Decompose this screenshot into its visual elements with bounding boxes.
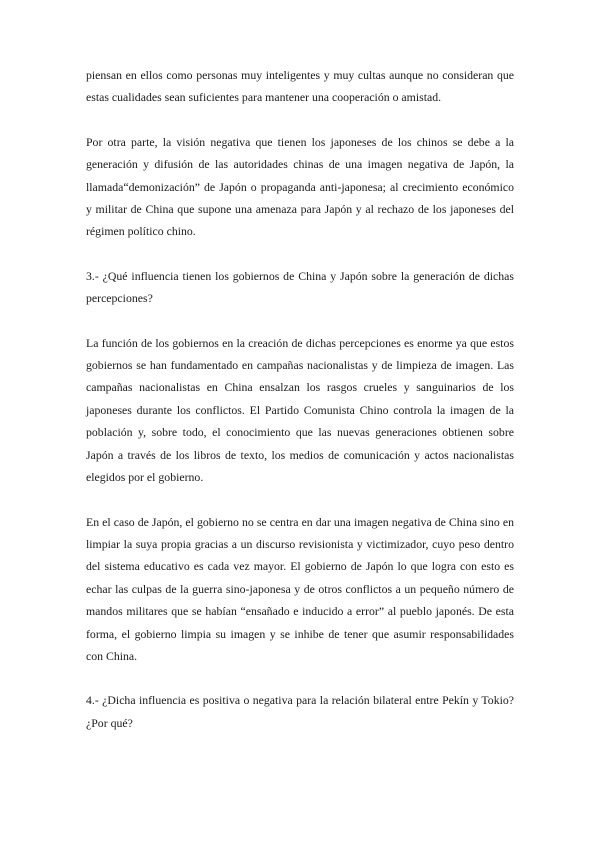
question-3-heading: 3.- ¿Qué influencia tienen los gobiernos de China y Japón sobre la generación de dichas percepciones? [86, 268, 514, 306]
paragraph-japan-case: En el caso de Japón, el gobierno no se centra en dar una imagen negativa de China sino en limpiar la suya propia gracias a un discurso revisionista y victimizador, cuyo peso dentro del sistema educativo es cada vez mayor. El gobierno de Japón lo que logra con esto es echar las culpas de la guerra sino-japonesa y de otros conflictos a un pequeño número de mandos militares que se habían “ensañado e inducido a error” al pueblo japonés. De esta forma, el gobierno limpia su imagen y se inhibe de tener que asumir responsabilidades con China. [86, 514, 514, 663]
paragraph-government-role: La función de los gobiernos en la creación de dichas percepciones es enorme ya que estos gobiernos se han fundamentado en campañas nacionalistas y de limpieza de imagen. Las campañas nacionalistas en China ensalzan los rasgos crueles y sanguinarios de los japoneses durante los conflictos. El Partido Comunista Chino controla la imagen de la población y, sobre todo, el conocimiento que las nuevas generaciones obtienen sobre Japón a través de los libros de texto, los medios de comunicación y actos nacionalistas elegidos por el gobierno. [86, 335, 514, 485]
question-4-heading: 4.- ¿Dicha influencia es positiva o negativa para la relación bilateral entre Pekín y Tokio? ¿Por qué? [86, 693, 514, 730]
document-page [86, 64, 514, 756]
paragraph-continuation: piensan en ellos como personas muy inteligentes y muy cultas aunque no consideran que estas cualidades sean suficientes para mantener una cooperación o amistad. [86, 68, 514, 105]
paragraph-negative-vision: Por otra parte, la visión negativa que tienen los japoneses de los chinos se debe a la generación y difusión de las autoridades chinas de una imagen negativa de Japón, la llamada“demonización” de Japón o propaganda anti-japonesa; al crecimiento económico y militar de China que supone una amenaza para Japón y al rechazo de los japoneses del régimen político chino. [86, 134, 514, 239]
